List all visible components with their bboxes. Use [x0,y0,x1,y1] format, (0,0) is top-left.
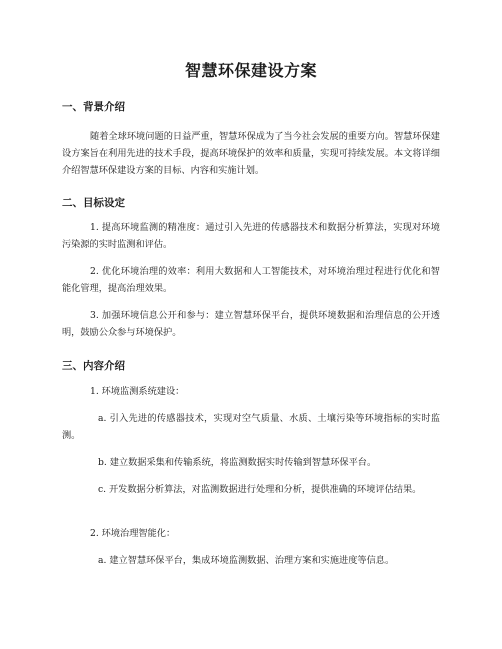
document-title: 智慧环保建设方案 [184,61,317,80]
goal-item-1: 1. 提高环境监测的精准度：通过引入先进的传感器技术和数据分析算法，实现对环境污染源的实时监测和评估。 [62,222,440,250]
content-item-1: 1. 环境监测系统建设： [90,386,185,397]
content-subitem-1a: a. 引入先进的传感器技术，实现对空气质量、水质、土壤污染等环境指标的实时监测。 [62,413,440,441]
section-heading-background: 一、背景介绍 [62,101,125,113]
goal-item-2: 2. 优化环境治理的效率：利用大数据和人工智能技术，对环境治理过程进行优化和智能化管理，提高治理效果。 [62,266,440,294]
content-subitem-2a: a. 建立智慧环保平台，集成环境监测数据、治理方案和实施进度等信息。 [98,555,395,566]
content-subitem-1c: c. 开发数据分析算法，对监测数据进行处理和分析，提供准确的环境评估结果。 [98,484,422,495]
content-subitem-1b: b. 建立数据采集和传输系统，将监测数据实时传输到智慧环保平台。 [98,457,377,468]
section-heading-goals: 二、目标设定 [62,197,125,209]
section-heading-content: 三、内容介绍 [62,360,125,372]
paragraph-background: 随着全球环境问题的日益严重，智慧环保成为了当今社会发展的重要方向。智慧环保建设方案旨在利用先进的技术手段，提高环境保护的效率和质量，实现可持续发展。本文将详细介绍智慧环保建设方案的目标、内容和实施计划。 [62,131,440,176]
content-item-2: 2. 环境治理智能化： [90,528,176,539]
goal-item-3: 3. 加强环境信息公开和参与：建立智慧环保平台，提供环境数据和治理信息的公开透明，鼓励公众参与环境保护。 [62,310,440,338]
